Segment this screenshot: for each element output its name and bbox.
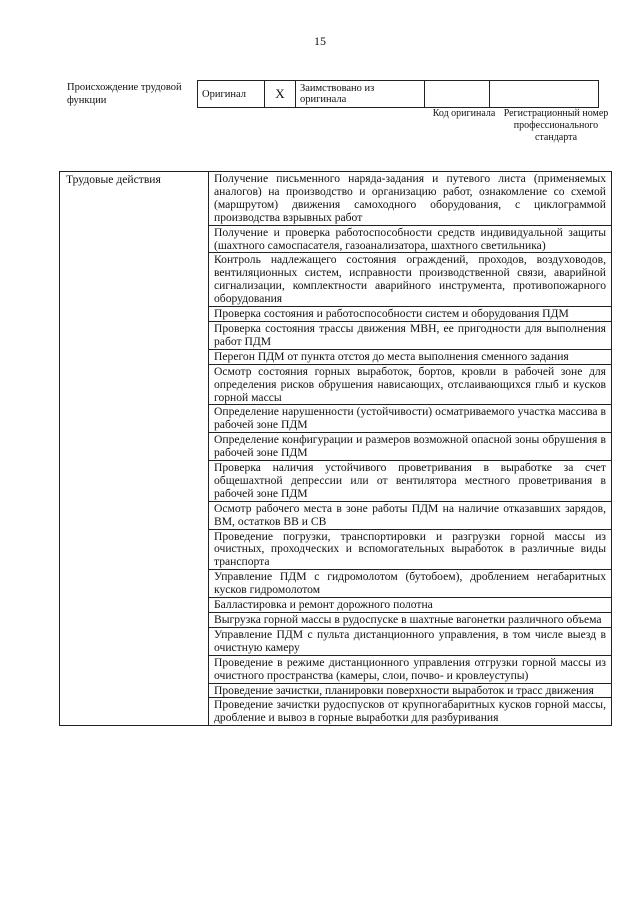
original-mark: X [265,81,296,108]
labor-action-item: Управление ПДМ с гидромолотом (бутобоем), дроблением негабаритных кусков гидромолотом [209,570,612,598]
origin-label: Происхождение трудовой функции [67,82,182,106]
labor-action-item: Определение нарушенности (устойчивости) осматриваемого участка массива в рабочей зоне ПДМ [209,405,612,433]
labor-action-item: Проведение зачистки, планировки поверхности выработок и трасс движения [209,683,612,698]
labor-action-item: Проведение погрузки, транспортировки и разгрузки горной массы из очистных, проходческих и вспомогательных выработок в различные виды транспорта [209,529,612,570]
labor-action-item: Получение и проверка работоспособности средств индивидуальной защиты (шахтного самоспасателя, газоанализатора, шахтного светильника) [209,225,612,253]
labor-action-item: Осмотр рабочего места в зоне работы ПДМ на наличие отказавших зарядов, ВМ, остатков ВВ и СВ [209,501,612,529]
labor-actions-table [59,171,612,726]
reg-number-caption: Регистрационный номер профессионального стандарта [503,108,609,143]
code-cell [425,81,490,108]
labor-action-item: Осмотр состояния горных выработок, бортов, кровли в рабочей зоне для определения рисков обрушения нависающих, отслаивающихся глыб и кусков горной массы [209,364,612,405]
borrowed-cell: Заимствовано из оригинала [296,81,425,108]
labor-action-item: Определение конфигурации и размеров возможной опасной зоны обрушения в рабочей зоне ПДМ [209,433,612,461]
labor-action-item: Проведение в режиме дистанционного управления отгрузки горной массы из очистного пространства (камеры, слои, почво- и кровлеуступы) [209,655,612,683]
labor-action-item: Управление ПДМ с пульта дистанционного управления, в том числе выезд в очистную камеру [209,627,612,655]
labor-action-item: Получение письменного наряда-задания и путевого листа (применяемых аналогов) на производство и организацию работ, ознакомление со схемой (маршрутом) движения самоходного оборудования, с циклограммой производства взрывных работ [209,172,612,226]
labor-action-item: Выгрузка горной массы в рудоспуске в шахтные вагонетки различного объема [209,613,612,628]
labor-actions-header: Трудовые действия [60,172,209,726]
labor-action-item: Балластировка и ремонт дорожного полотна [209,598,612,613]
origin-table [197,80,599,108]
labor-action-item: Проведение зачистки рудоспусков от крупногабаритных кусков горной массы, дробление и вывоз в горные выработки для разбуривания [209,698,612,726]
labor-action-item: Проверка состояния трассы движения МВН, ее пригодности для выполнения работ ПДМ [209,321,612,349]
code-caption: Код оригинала [432,108,496,119]
labor-action-item: Перегон ПДМ от пункта отстоя до места выполнения сменного задания [209,349,612,364]
labor-action-item: Проверка состояния и работоспособности систем и оборудования ПДМ [209,307,612,322]
labor-action-item: Проверка наличия устойчивого проветривания в выработке за счет общешахтной депрессии или от вентилятора местного проветривания в рабочей зоне ПДМ [209,461,612,502]
page-number: 15 [314,34,326,48]
reg-number-cell [490,81,599,108]
original-cell: Оригинал [198,81,265,108]
labor-action-item: Контроль надлежащего состояния ограждений, проходов, воздуховодов, вентиляционных систем, исправности производственной связи, аварийной сигнализации, комплектности аварийного инструмента, противопожарного оборудования [209,253,612,307]
